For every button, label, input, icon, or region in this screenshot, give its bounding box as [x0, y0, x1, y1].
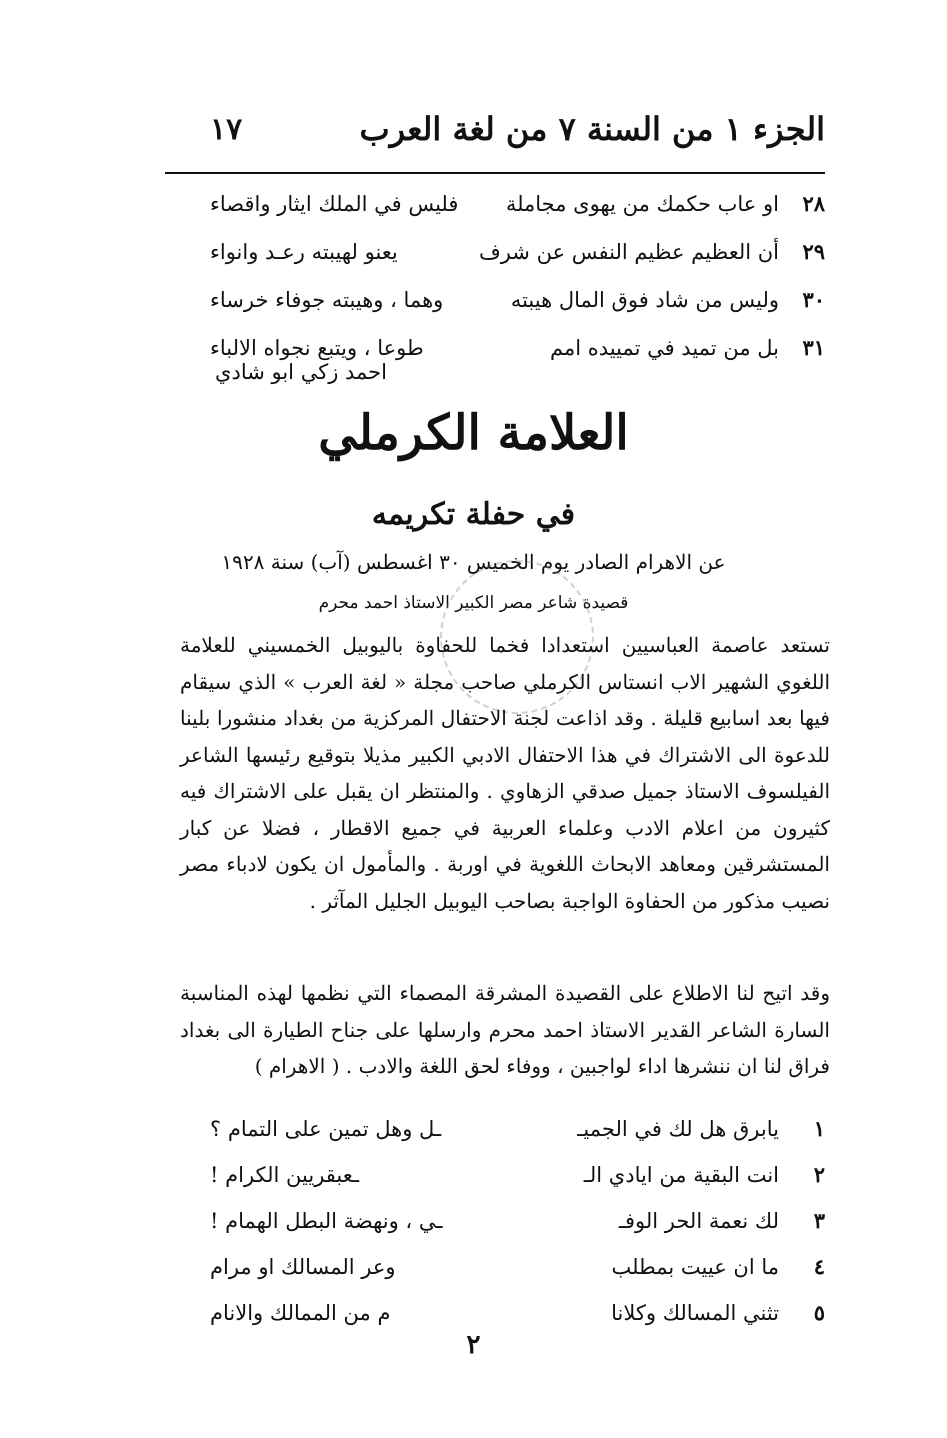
article-paragraph-2 [180, 975, 830, 1085]
verse-line [200, 1244, 825, 1290]
verse-number: ٢٨ [802, 191, 825, 216]
article-title: العلامة الكرملي [318, 405, 629, 461]
verse-first-hemistich: تثني المسالك وكلانا [611, 1301, 779, 1325]
verse-line [200, 228, 825, 276]
verse-second-hemistich: يعنو لهيبته رعـد وانواء [210, 240, 398, 264]
verse-number: ٥ [813, 1300, 825, 1325]
footer-page-number: ٢ [466, 1330, 481, 1360]
verse-line [200, 180, 825, 228]
header-page-number: ١٧ [210, 112, 243, 147]
verse-second-hemistich: وعر المسالك او مرام [210, 1255, 396, 1279]
verse-number: ٣١ [802, 335, 825, 360]
verse-first-hemistich: لك نعمة الحر الوفـ [618, 1209, 779, 1233]
running-header [165, 110, 825, 160]
header-rule [165, 172, 825, 174]
verse-second-hemistich: م من الممالك والانام [210, 1301, 391, 1325]
header-title: الجزء ١ من السنة ٧ من لغة العرب [359, 110, 825, 148]
verse-second-hemistich: ـعبقريين الكرام ! [210, 1163, 360, 1187]
poet-signature: احمد زكي ابو شادي [215, 360, 387, 384]
verse-first-hemistich: انت البقية من ايادي الـ [583, 1163, 779, 1187]
paragraph-text [180, 975, 830, 1085]
top-verses [200, 180, 825, 372]
verse-first-hemistich: وليس من شاد فوق المال هيبته [510, 288, 779, 312]
verse-line [200, 1198, 825, 1244]
verse-second-hemistich: فليس في الملك ايثار واقصاء [210, 192, 459, 216]
paragraph-source: ( الاهرام ) [254, 1054, 340, 1078]
verse-number: ٢ [813, 1162, 825, 1187]
bottom-verses [200, 1106, 825, 1336]
paragraph-body: وقد اتيح لنا الاطلاع على القصيدة المشرقة المصماء التي نظمها لهذه المناسبة السارة الشاعر القدير الاستاذ احمد محرم وارسلها على جناح الطيارة الى بغداد فراق لنا ان ننشرها اداء لواجبين ، ووفاء لحق اللغة والادب . [180, 981, 830, 1078]
verse-first-hemistich: او عاب حكمك من يهوى مجاملة [505, 192, 779, 216]
verse-number: ٤ [813, 1254, 825, 1279]
article-source: عن الاهرام الصادر يوم الخميس ٣٠ اغسطس (آب) سنة ١٩٢٨ [221, 550, 726, 574]
poem-credit: قصيدة شاعر مصر الكبير الاستاذ احمد محرم [318, 593, 629, 613]
verse-second-hemistich: ـل وهل تمين على التمام ؟ [210, 1117, 442, 1141]
verse-number: ٢٩ [802, 239, 825, 264]
verse-first-hemistich: بل من تميد في تمييده امم [550, 336, 779, 360]
verse-second-hemistich: طوعا ، ويتبع نجواه الالباء [210, 336, 424, 360]
verse-line [200, 1106, 825, 1152]
paragraph-text: تستعد عاصمة العباسيين استعدادا فخما للحفاوة باليوبيل الخمسيني للعلامة اللغوي الشهير الاب انستاس الكرملي صاحب مجلة « لغة العرب » الذي سيقام فيها بعد اسابيع قليلة . وقد اذاعت لجنة الاحتفال المركزية من بغداد منشورا بلينا للدعوة الى الاشتراك في هذا الاحتفال الادبي الكبير مذيلا بتوقيع رئيسها الشاعر الفيلسوف الاستاذ جميل صدقي الزهاوي . والمنتظر ان يقبل على الاشتراك فيه كثيرون من اعلام الادب وعلماء العربية في جميع الاقطار ، فضلا عن كبار المستشرقين ومعاهد الابحاث اللغوية في اوربة . والمأمول ان يكون لادباء مصر نصيب مذكور من الحفاوة الواجبة بصاحب اليوبيل الجليل المآثر . [180, 633, 830, 913]
verse-line [200, 1152, 825, 1198]
verse-number: ٣ [813, 1208, 825, 1233]
verse-first-hemistich: يابرق هل لك في الجميـ [577, 1117, 779, 1141]
verse-first-hemistich: ما ان عييت بمطلب [611, 1255, 779, 1279]
verse-line [200, 276, 825, 324]
article-paragraph-1 [180, 627, 830, 919]
verse-first-hemistich: أن العظيم عظيم النفس عن شرف [478, 240, 779, 264]
article-subtitle: في حفلة تكريمه [371, 497, 576, 532]
verse-second-hemistich: وهما ، وهيبته جوفاء خرساء [210, 288, 444, 312]
verse-number: ٣٠ [802, 287, 825, 312]
verse-number: ١ [813, 1116, 825, 1141]
verse-second-hemistich: ـي ، ونهضة البطل الهمام ! [210, 1209, 443, 1233]
